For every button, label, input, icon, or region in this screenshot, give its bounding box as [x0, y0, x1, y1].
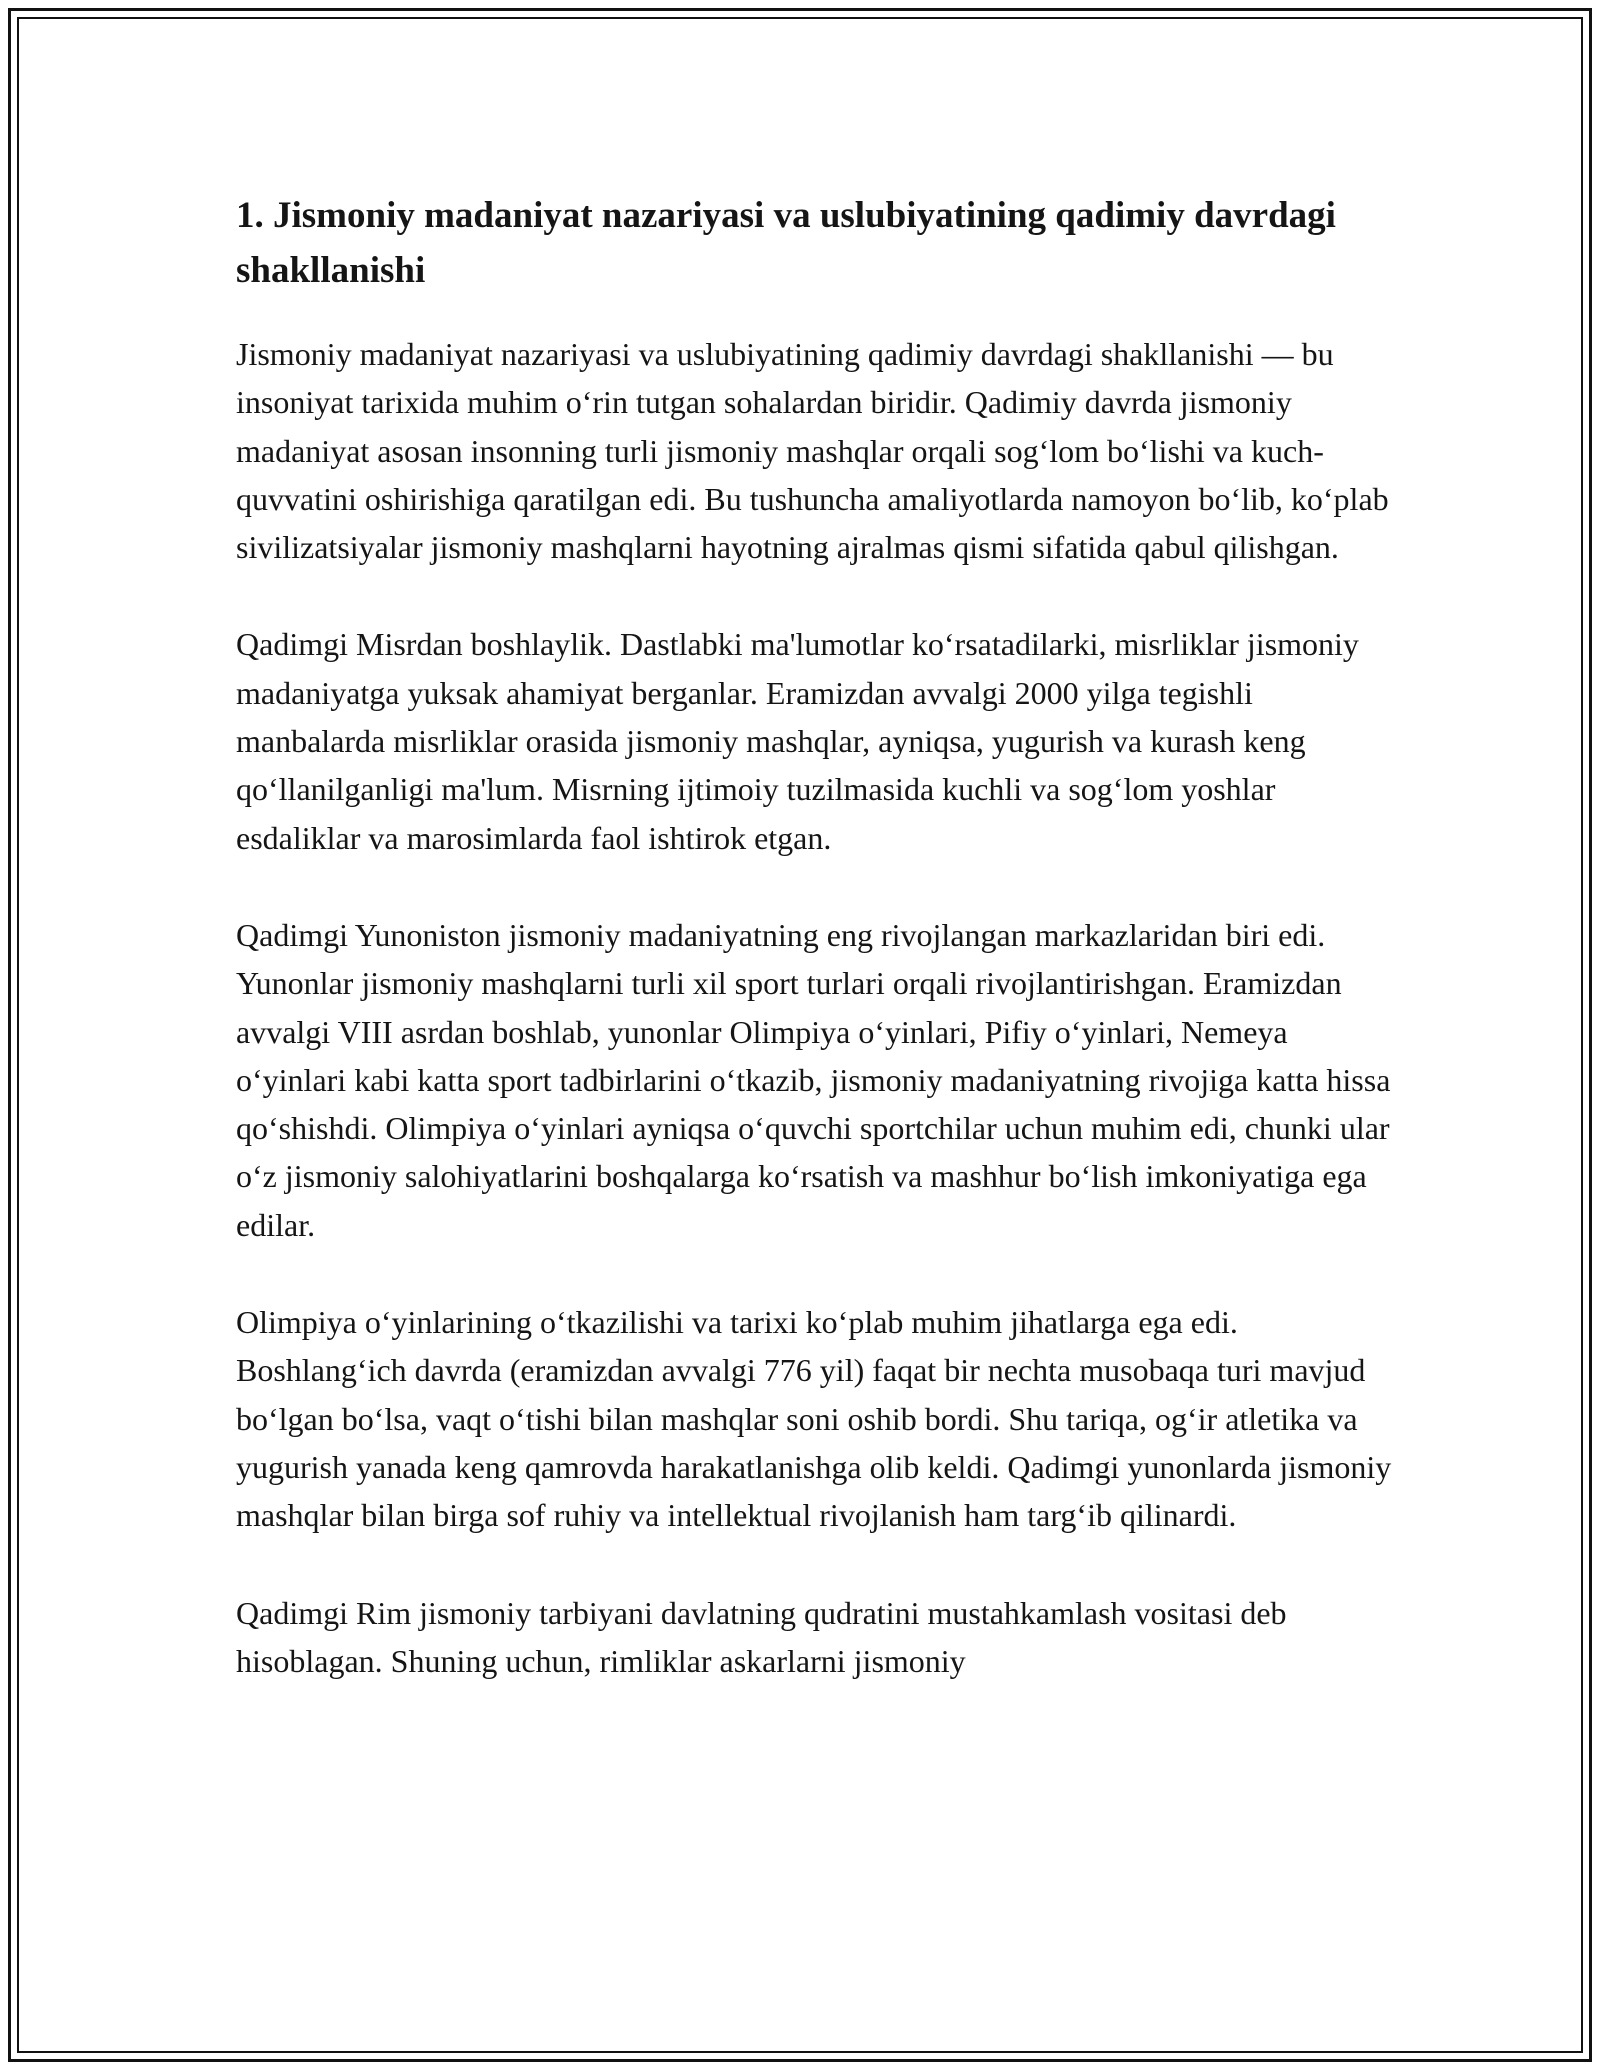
paragraph-egypt: Qadimgi Misrdan boshlaylik. Dastlabki ma'lumotlar koʻrsatadilarki, misrliklar jismoniy madaniyatga yuksak ahamiyat berganlar. Eramizdan avvalgi 2000 yilga tegishli manbalarda misrliklar orasida jismoniy mashqlar, ayniqsa, yugurish va kurash keng qoʻllanilganligi ma'lum. Misrning ijtimoiy tuzilmasida kuchli va sogʻlom yoshlar esdaliklar va marosimlarda faol ishtirok etgan.: [236, 626, 1359, 856]
section-heading: 1. Jismoniy madaniyat nazariyasi va uslubiyatining qadimiy davrdagi shakllanishi: [236, 195, 1336, 291]
paragraph-intro: Jismoniy madaniyat nazariyasi va uslubiyatining qadimiy davrdagi shakllanishi — bu insoniyat tarixida muhim oʻrin tutgan sohalardan biridir. Qadimiy davrda jismoniy madaniyat asosan insonning turli jismoniy mashqlar orqali sogʻlom boʻlishi va kuch-quvvatini oshirishiga qaratilgan edi. Bu tushuncha amaliyotlarda namoyon boʻlib, koʻplab sivilizatsiyalar jismoniy mashqlarni hayotning ajralmas qismi sifatida qabul qilishgan.: [236, 336, 1389, 566]
document-body: [236, 188, 1396, 1734]
paragraph-olympics: Olimpiya oʻyinlarining oʻtkazilishi va tarixi koʻplab muhim jihatlarga ega edi. Boshlangʻich davrda (eramizdan avvalgi 776 yil) faqat bir nechta musobaqa turi mavjud boʻlgan boʻlsa, vaqt oʻtishi bilan mashqlar soni oshib bordi. Shu tariqa, ogʻir atletika va yugurish yanada keng qamrovda harakatlanishga olib keldi. Qadimgi yunonlarda jismoniy mashqlar bilan birga sof ruhiy va intellektual rivojlanish ham targʻib qilinardi.: [236, 1304, 1392, 1534]
paragraph-greece: Qadimgi Yunoniston jismoniy madaniyatning eng rivojlangan markazlaridan biri edi. Yunonlar jismoniy mashqlarni turli xil sport turlari orqali rivojlantirishgan. Eramizdan avvalgi VIII asrdan boshlab, yunonlar Olimpiya oʻyinlari, Pifiy oʻyinlari, Nemeya oʻyinlari kabi katta sport tadbirlarini oʻtkazib, jismoniy madaniyatning rivojiga katta hissa qoʻshishdi. Olimpiya oʻyinlari ayniqsa oʻquvchi sportchilar uchun muhim edi, chunki ular oʻz jismoniy salohiyatlarini boshqalarga koʻrsatish va mashhur boʻlish imkoniyatiga ega edilar.: [236, 916, 1391, 1243]
paragraph-rome: Qadimgi Rim jismoniy tarbiyani davlatning qudratini mustahkamlash vositasi deb hisoblagan. Shuning uchun, rimliklar askarlarni jismoniy: [236, 1594, 1287, 1679]
